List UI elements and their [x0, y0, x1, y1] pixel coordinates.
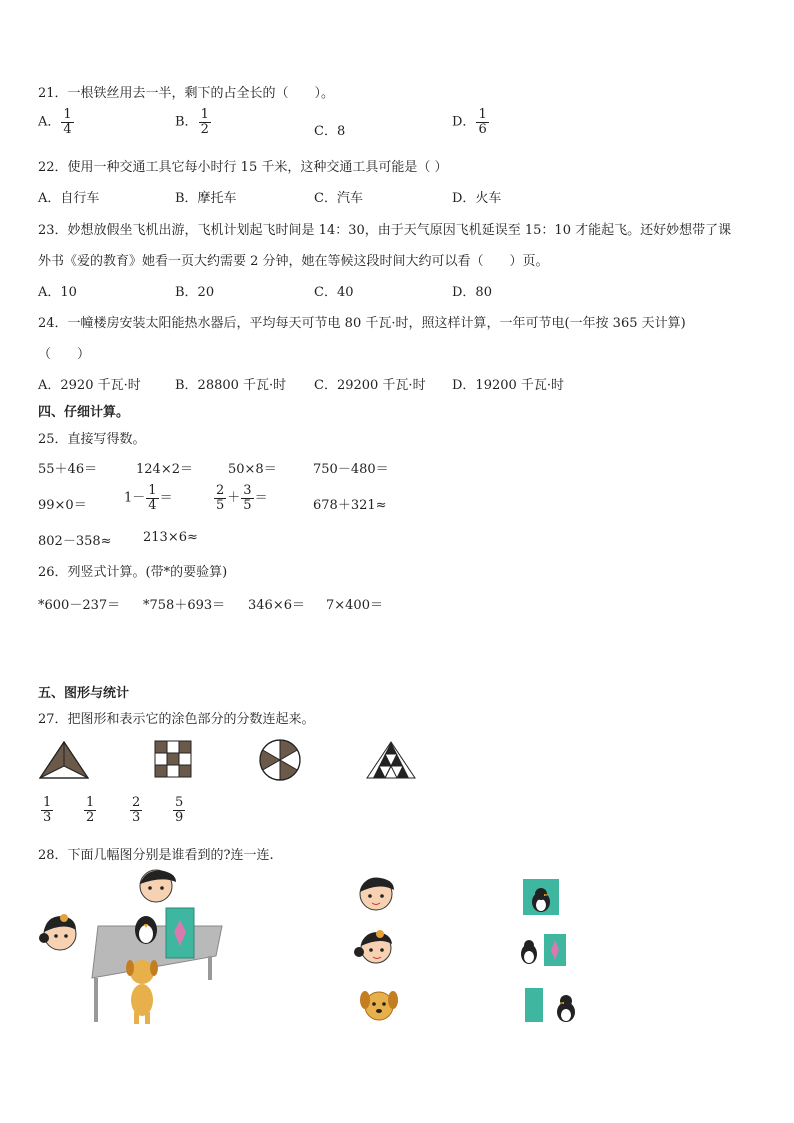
- q26-item: 7×400＝: [326, 598, 383, 613]
- fraction: $\frac{1}{2}$: [200, 107, 209, 137]
- q23-option-d[interactable]: D．80: [452, 285, 492, 300]
- q21-option-a[interactable]: [38, 108, 75, 136]
- q22-stem: 22．使用一种交通工具它每小时行 15 千米，这种交通工具可能是（ ）: [38, 160, 448, 175]
- q26-stem: 26．列竖式计算。(带*的要验算): [38, 565, 228, 580]
- option-label: C．: [314, 124, 337, 139]
- table-scene-illustration: [36, 868, 226, 1028]
- view-penguin-left-of-box[interactable]: [518, 932, 568, 968]
- fraction: $\frac{1}{6}$: [478, 107, 487, 137]
- q23-option-a[interactable]: A．10: [38, 285, 77, 300]
- q24-option-a[interactable]: A．2920 千瓦·时: [38, 378, 141, 393]
- girl-face[interactable]: [350, 926, 406, 966]
- option-text: 8: [336, 124, 346, 139]
- q27-fraction-4[interactable]: $\frac{5}{9}$: [175, 795, 184, 825]
- view-box-left-of-penguin[interactable]: [524, 986, 582, 1024]
- fraction: $\frac{1}{4}$: [63, 107, 72, 137]
- q24-option-d[interactable]: D．19200 千瓦·时: [452, 378, 565, 393]
- q21-stem: 21．一根铁丝用去一半，剩下的占全长的（ ）。: [38, 86, 335, 101]
- q26-item: *758＋693＝: [143, 598, 226, 613]
- option-label: D．: [452, 114, 476, 130]
- q25-item-fraction-sum: $\frac{2}{5}$ ＋ $\frac{3}{5}$ ＝: [216, 483, 268, 513]
- q23-option-b[interactable]: B．20: [175, 285, 215, 300]
- q21-option-d[interactable]: [452, 108, 490, 136]
- q25-item: 50×8＝: [228, 462, 277, 477]
- q24-option-b[interactable]: B．28800 千瓦·时: [175, 378, 287, 393]
- q24-stem-line1: 24．一幢楼房安装太阳能热水器后，平均每天可节电 80 千瓦·时，照这样计算，一年可节电(一年按 365 天计算): [38, 316, 686, 331]
- q23-stem-line2: 外书《爱的教育》她看一页大约需要 2 分钟，她在等候这段时间大约可以看（ ）页。: [38, 254, 549, 269]
- view-box-front[interactable]: [522, 878, 560, 916]
- q21-option-b[interactable]: [175, 108, 212, 136]
- q22-option-c[interactable]: C．汽车: [314, 191, 363, 206]
- q25-item-fraction: 1－ $\frac{1}{4}$ ＝: [124, 483, 173, 513]
- q22-option-d[interactable]: D．火车: [452, 191, 502, 206]
- q27-fraction-3[interactable]: $\frac{2}{3}$: [132, 795, 141, 825]
- q25-item: 213×6≈: [143, 530, 198, 545]
- triangle-shape: [38, 740, 90, 780]
- q23-stem-line1: 23．妙想放假坐飞机出游，飞机计划起飞时间是 14：30，由于天气原因飞机延误至 15：10 才能起飞。还好妙想带了课: [38, 223, 732, 238]
- q25-stem: 25．直接写得数。: [38, 432, 146, 447]
- section-4-title: 四、仔细计算。: [38, 405, 130, 420]
- circle-shape: [258, 738, 302, 782]
- q25-item: 124×2＝: [136, 462, 193, 477]
- section-5-title: 五、图形与统计: [38, 686, 130, 701]
- q22-option-a[interactable]: A．自行车: [38, 191, 100, 206]
- option-label: B．: [175, 114, 198, 130]
- q22-option-b[interactable]: B．摩托车: [175, 191, 237, 206]
- q25-item: 99×0＝: [38, 498, 87, 513]
- q21-option-c[interactable]: [314, 120, 345, 139]
- option-label: A．: [38, 114, 61, 130]
- q24-option-c[interactable]: C．29200 千瓦·时: [314, 378, 426, 393]
- q26-item: *600－237＝: [38, 598, 121, 613]
- q25-item: 55＋46＝: [38, 462, 98, 477]
- q27-fraction-1[interactable]: $\frac{1}{3}$: [43, 795, 52, 825]
- q27-stem: 27．把图形和表示它的涂色部分的分数连起来。: [38, 712, 315, 727]
- q26-item: 346×6＝: [248, 598, 305, 613]
- q25-item: 750－480＝: [313, 462, 389, 477]
- boy-face[interactable]: [346, 872, 408, 912]
- grid-square-shape: [154, 740, 192, 778]
- q23-option-c[interactable]: C．40: [314, 285, 354, 300]
- q25-item: 678＋321≈: [313, 498, 387, 513]
- q25-item: 802－358≈: [38, 534, 112, 549]
- q28-stem: 28．下面几幅图分别是谁看到的?连一连.: [38, 848, 274, 863]
- triangle-grid-shape: [366, 740, 416, 780]
- dog-face[interactable]: [356, 984, 402, 1024]
- q24-stem-line2: （ ）: [38, 347, 91, 362]
- q27-fraction-2[interactable]: $\frac{1}{2}$: [86, 795, 95, 825]
